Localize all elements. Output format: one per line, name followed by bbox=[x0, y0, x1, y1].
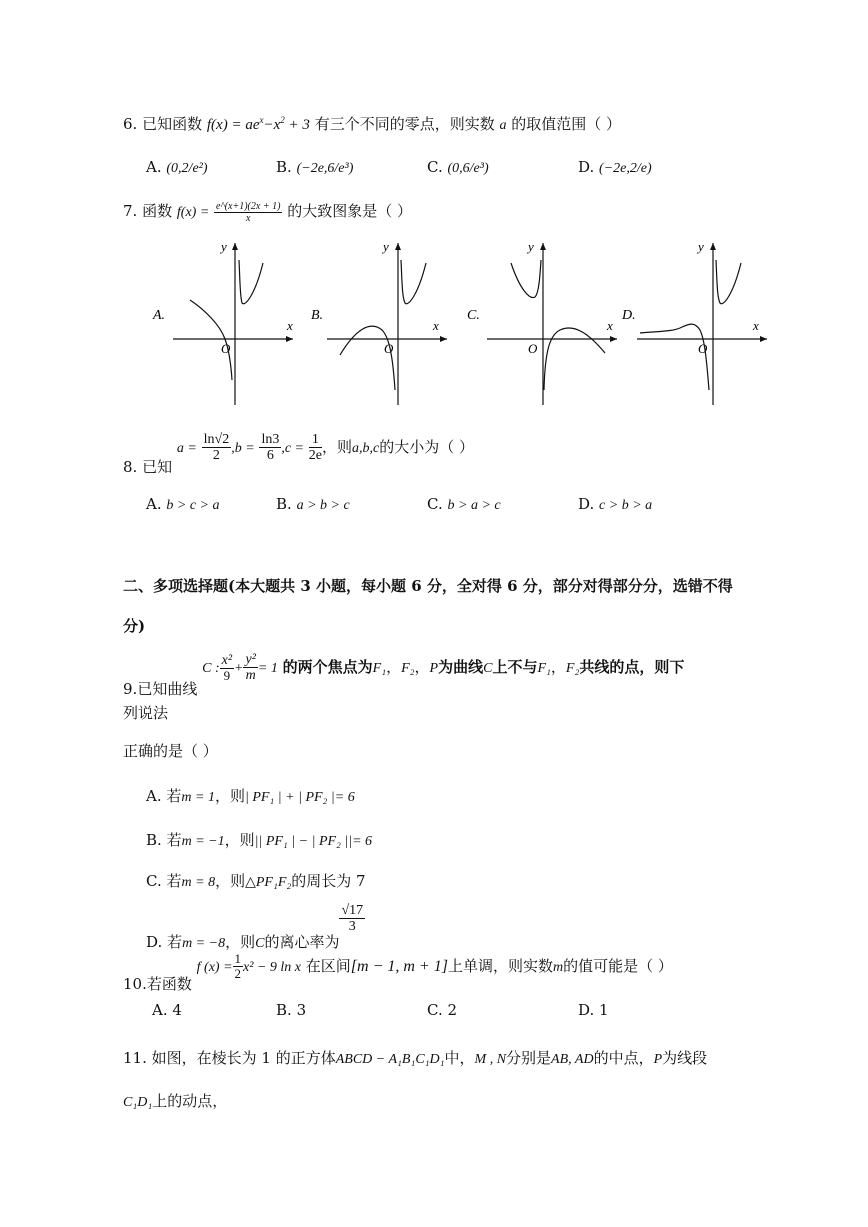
graph-b-x-label: x bbox=[433, 318, 439, 333]
graph-b-label: B. bbox=[311, 308, 324, 323]
graph-d-x-label: x bbox=[753, 318, 759, 333]
q6-option-c[interactable]: C. (0,6/e³) bbox=[427, 158, 489, 176]
q6-option-b[interactable]: B. (−2e,6/e³) bbox=[276, 158, 354, 176]
graph-a-y-label: y bbox=[221, 239, 227, 254]
q10-option-c[interactable]: C. 2 bbox=[427, 1001, 458, 1019]
graph-a[interactable] bbox=[152, 239, 293, 405]
q9-option-b[interactable]: B. 若m = −1，则|| PF₁ | − | PF₂ ||= 6 bbox=[146, 831, 373, 849]
graph-b-origin-label: O bbox=[384, 341, 394, 356]
q11-text1: 如图，在棱长为 1 的正方体 bbox=[151, 1049, 336, 1067]
q9-y-frac: $\frac{\text{y²}}{m}$ bbox=[245, 652, 256, 684]
q8-b-frac: $\frac{\ln 3}{6}$ bbox=[261, 432, 280, 464]
q11-stem: 11. 如图，在棱长为 1 的正方体ABCD − A₁B₁C₁D₁中，M , N分别是AB, AD的中点，P为线段 bbox=[123, 1049, 708, 1067]
q8-text-mid: ，则 bbox=[322, 437, 353, 456]
q10-option-b[interactable]: B. 3 bbox=[276, 1001, 307, 1019]
q9-f1: F₁ bbox=[372, 660, 387, 676]
graph-b-y-label: y bbox=[383, 239, 389, 254]
graph-c[interactable] bbox=[467, 239, 617, 405]
q9-plus: + bbox=[234, 660, 244, 676]
q8-option-d[interactable]: D. c > b > a bbox=[578, 495, 653, 513]
graph-a-x-label: x bbox=[287, 318, 293, 333]
graph-a-label: A. bbox=[153, 308, 166, 323]
q8-b-lhs: ,b = bbox=[231, 440, 255, 456]
q6-var: a bbox=[499, 118, 507, 133]
graph-b[interactable] bbox=[311, 239, 447, 405]
q10-number: 10. bbox=[123, 974, 147, 993]
q10-f-lhs: f (x) = bbox=[196, 959, 233, 975]
graph-c-label: C. bbox=[467, 308, 480, 323]
q7-text: 函数 bbox=[142, 202, 173, 220]
q6-text-end: 的取值范围（ ） bbox=[511, 115, 622, 133]
q9-stem-line2: 列说法 bbox=[123, 704, 169, 722]
q9-option-a[interactable]: A. 若m = 1，则| PF₁ | + | PF₂ |= 6 bbox=[146, 787, 355, 805]
q10-text: 若函数 bbox=[146, 974, 192, 993]
q6-stem bbox=[123, 113, 621, 134]
q8-text: 已知 bbox=[142, 457, 173, 476]
q8-option-a[interactable]: A. b > c > a bbox=[146, 495, 220, 513]
q8-a-frac: $\frac{\ln√2}{2}$ bbox=[203, 432, 230, 464]
q6-option-a[interactable]: A. (0,2/e²) bbox=[146, 158, 208, 176]
q11-seg: C₁D₁ bbox=[123, 1095, 153, 1110]
section-2-heading-cont: 分) bbox=[123, 617, 146, 635]
q11-cube: ABCD − A₁B₁C₁D₁ bbox=[335, 1052, 445, 1067]
q10-text-mid: 在区间 bbox=[305, 956, 351, 975]
graph-c-origin-label: O bbox=[528, 341, 538, 356]
q8-c-frac: $\frac{1}{2e}$ bbox=[308, 432, 322, 464]
q8-c-lhs: ,c = bbox=[281, 440, 304, 456]
q7-number: 7. bbox=[123, 202, 138, 220]
q9-option-d[interactable]: D. 若m = −8，则C的离心率为 $\frac{√17}{3}$ bbox=[146, 903, 364, 951]
q9-stem-line3: 正确的是（ ） bbox=[123, 742, 218, 760]
q11-number: 11. bbox=[123, 1049, 147, 1067]
q11-stem-line2: C₁D₁上的动点， bbox=[123, 1092, 228, 1110]
graph-c-x-label: x bbox=[607, 318, 613, 333]
graph-d-origin-label: O bbox=[698, 341, 708, 356]
q6-number: 6. bbox=[123, 115, 138, 133]
q10-half-frac: $\frac{1}{2}$ bbox=[234, 951, 242, 982]
q10-interval: [m − 1, m + 1] bbox=[350, 957, 448, 975]
graph-a-origin-label: O bbox=[221, 341, 231, 356]
q8-option-c[interactable]: C. b > a > c bbox=[427, 495, 501, 513]
q8-a-lhs: a = bbox=[176, 440, 197, 456]
graph-d-label: D. bbox=[622, 308, 636, 323]
q9-curve-c: C : bbox=[202, 660, 220, 676]
q7-graphs bbox=[145, 235, 770, 410]
graph-d-y-label: y bbox=[698, 239, 704, 254]
q9-option-c[interactable]: C. 若m = 8，则△PF₁F₂的周长为 7 bbox=[146, 872, 366, 890]
q6-option-d[interactable]: D. (−2e,2/e) bbox=[578, 158, 652, 176]
section-2-heading: 二、多项选择题(本大题共 3 小题，每小题 6 分，全对得 6 分，部分对得部分分，选错不得 bbox=[123, 577, 733, 595]
q7-stem bbox=[123, 200, 412, 224]
q7-text-after: 的大致图象是（ ） bbox=[287, 202, 412, 220]
q10-option-d[interactable]: D. 1 bbox=[578, 1001, 609, 1019]
q6-formula: $f(x) = ae^x-x^2 + 3$ bbox=[206, 115, 310, 133]
q7-formula-frac: $\frac{e\^{}(x+1)(2x + 1)}{x}$ bbox=[216, 200, 281, 224]
q8-text-after: 的大小为（ ） bbox=[379, 437, 475, 456]
q8-vars: a,b,c bbox=[352, 440, 380, 456]
q9-number: 9. bbox=[123, 679, 138, 698]
q8-option-b[interactable]: B. a > b > c bbox=[276, 495, 350, 513]
q10-option-a[interactable]: A. 4 bbox=[152, 1001, 182, 1019]
q9-f2: F₂ bbox=[401, 660, 415, 676]
q10-text-after: 上单调，则实数 bbox=[447, 956, 553, 975]
q9-p: P bbox=[429, 660, 439, 676]
q9-text: 已知曲线 bbox=[137, 679, 198, 698]
graph-c-y-label: y bbox=[528, 239, 534, 254]
q10-stem: 10.若函数 f (x) = $\frac{1}{2}$ x² − 9 ln x 在区间[m − 1, m + 1]上单调，则实数m的值可能是（ ） bbox=[123, 951, 673, 993]
q8-stem bbox=[123, 432, 475, 476]
q9-x-frac: $\frac{\text{x²}}{9}$ bbox=[221, 652, 233, 683]
q8-number: 8. bbox=[123, 457, 138, 476]
q10-f-rest: x² − 9 ln x bbox=[243, 959, 301, 975]
q9-stem: 9.已知曲线 C : $\frac{\text{x²}}{9}$ + $\frac{\text{y²}}{m}$ = 1 的两个焦点为F₁，F₂，P为曲线C上不与F₁，F₂共线的点，则下 bbox=[123, 652, 685, 698]
q6-text-after: 有三个不同的零点，则实数 bbox=[314, 115, 495, 133]
q9-d-frac: $\frac{√17}{3}$ bbox=[341, 903, 364, 935]
q9-eq: = 1 bbox=[257, 660, 278, 676]
q7-formula-lhs: f(x) = bbox=[176, 205, 210, 220]
q6-text: 已知函数 bbox=[142, 115, 203, 133]
graph-d[interactable] bbox=[621, 239, 767, 405]
q9-text-mid1: 的两个焦点为 bbox=[282, 657, 373, 676]
